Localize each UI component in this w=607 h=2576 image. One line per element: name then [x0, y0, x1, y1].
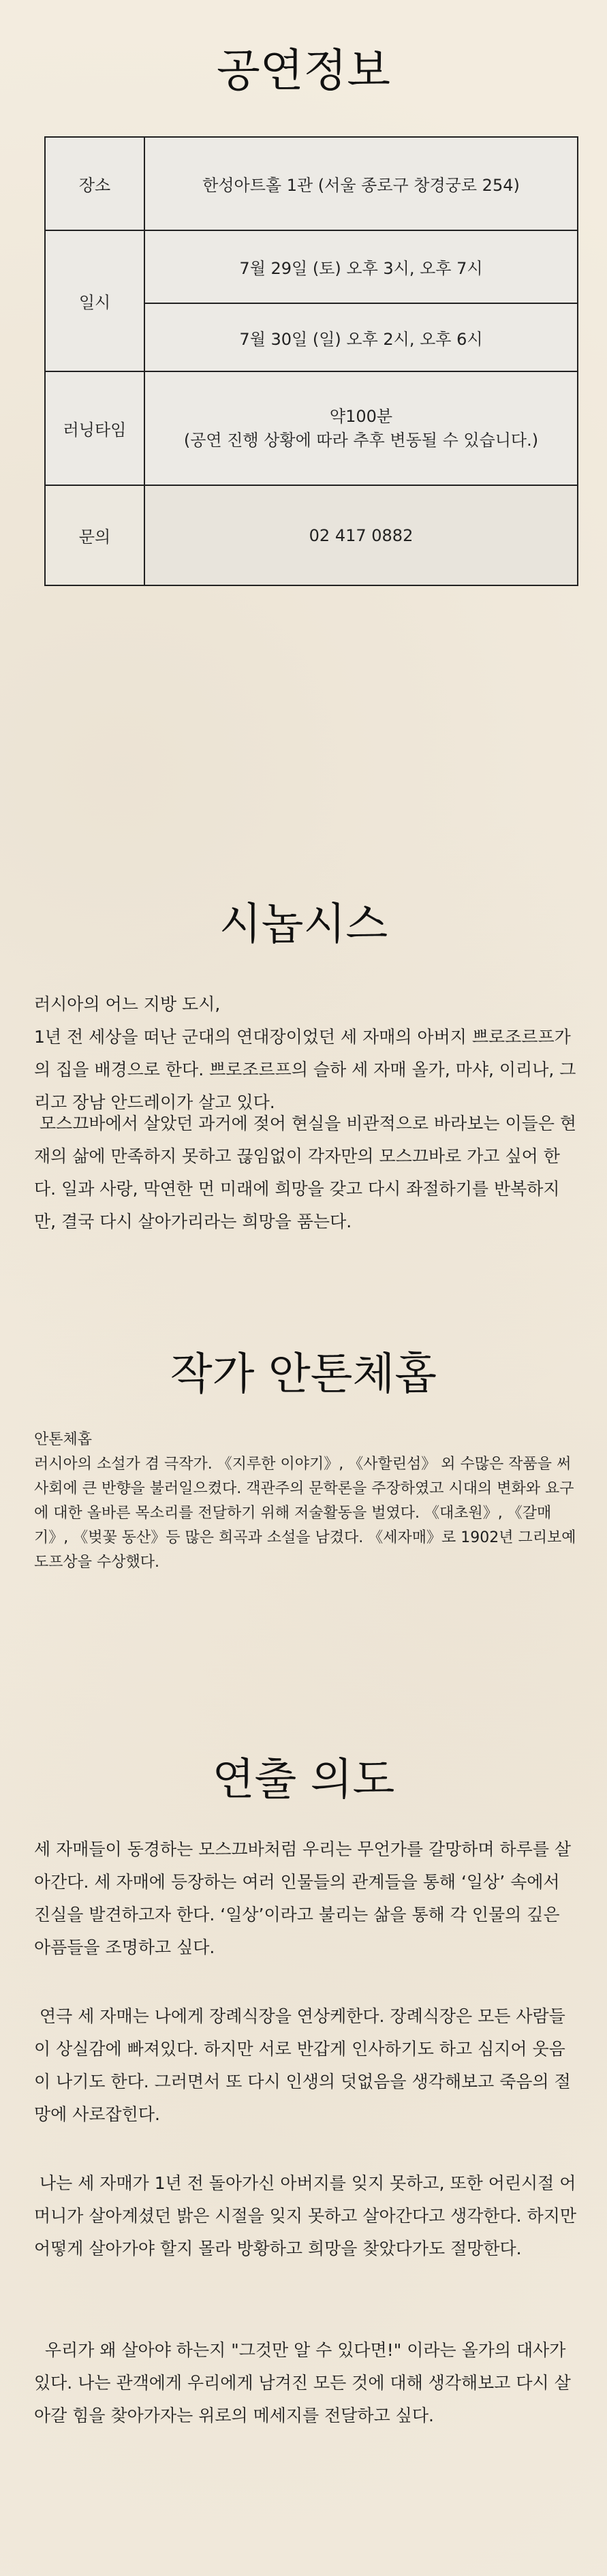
- runtime-label: 러닝타임: [45, 371, 144, 485]
- table-row-runtime: [45, 371, 578, 485]
- author-title: 작가 안톤체홉: [170, 1349, 437, 1400]
- intent-paragraph-1: 세 자매들이 동경하는 모스끄바처럼 우리는 무언가를 갈망하며 하루를 살아간다. 세 자매에 등장하는 여러 인물들의 관계들을 통해 ‘일상’ 속에서 진실을 발견하고자 한다. ‘일상’이라고 불리는 삶을 통해 각 인물의 깊은 아픔들을 조명하고 싶다.: [34, 1839, 572, 1957]
- runtime-note: (공연 진행 상황에 따라 추후 변동될 수 있습니다.): [183, 430, 539, 450]
- synopsis-title: 시놉시스: [219, 900, 388, 950]
- author-name: 안톤체홉: [34, 1431, 93, 1448]
- contact-value: 02 417 0882: [144, 485, 578, 585]
- runtime-duration: 약100분: [329, 406, 393, 426]
- performance-info-title: 공연정보: [216, 44, 391, 97]
- contact-label: 문의: [45, 485, 144, 585]
- performance-info-table: [44, 136, 578, 586]
- date-label: 일시: [45, 230, 144, 371]
- author-section: [34, 1428, 579, 1575]
- synopsis-paragraph-2: 모스끄바에서 살았던 과거에 젖어 현실을 비관적으로 바라보는 이들은 현재의 삶에 만족하지 못하고 끊임없이 각자만의 모스끄바로 가고 싶어 한다. 일과 사랑, 막연한 먼 미래에 희망을 갖고 다시 좌절하기를 반복하지만, 결국 다시 살아가리라는 희망을 품는다.: [34, 1114, 577, 1231]
- table-row-date-1: [45, 230, 578, 303]
- date-value-2: 7월 30일 (일) 오후 2시, 오후 6시: [144, 303, 578, 371]
- direction-intent-title: 연출 의도: [212, 1755, 395, 1805]
- intent-paragraph-4: 우리가 왜 살아야 하는지 "그것만 알 수 있다면!" 이라는 올가의 대사가 있다. 나는 관객에게 우리에게 남겨진 모든 것에 대해 생각해보고 다시 살아갈 힘을 찾아가자는 위로의 메세지를 전달하고 싶다.: [34, 2340, 572, 2425]
- venue-label: 장소: [45, 137, 144, 230]
- date-value-1: 7월 29일 (토) 오후 3시, 오후 7시: [144, 230, 578, 303]
- table-row-contact: [45, 485, 578, 585]
- table-row-venue: [45, 137, 578, 230]
- intent-paragraph-2: 연극 세 자매는 나에게 장례식장을 연상케한다. 장례식장은 모든 사람들이 상실감에 빠져있다. 하지만 서로 반갑게 인사하기도 하고 심지어 웃음이 나기도 한다. 그러면서 또 다시 인생의 덧없음을 생각해보고 죽음의 절망에 사로잡힌다.: [34, 2006, 571, 2124]
- synopsis-paragraph-1: 러시아의 어느 지방 도시, 1년 전 세상을 떠난 군대의 연대장이었던 세 자매의 아버지 쁘로조르프가의 집을 배경으로 한다. 쁘로조르프의 슬하 세 자매 올가, 마샤, 이리나, 그리고 장남 안드레이가 살고 있다.: [34, 994, 576, 1112]
- venue-value: 한성아트홀 1관 (서울 종로구 창경궁로 254): [144, 137, 578, 230]
- runtime-value: [144, 371, 578, 485]
- author-bio: 러시아의 소설가 겸 극작가. 《지루한 이야기》, 《사할린섬》 외 수많은 작품을 써 사회에 큰 반향을 불러일으켰다. 객관주의 문학론을 주장하였고 시대의 변화와 요구에 대한 올바른 목소리를 전달하기 위해 저술활동을 벌였다. 《대초원》, 《갈매기》, 《벚꽃 동산》등 많은 희곡과 소설을 남겼다. 《세자매》로 1902년 그리보예도프상을 수상했다.: [34, 1456, 576, 1571]
- intent-paragraph-3: 나는 세 자매가 1년 전 돌아가신 아버지를 잊지 못하고, 또한 어린시절 어머니가 살아계셨던 밝은 시절을 잊지 못하고 살아간다고 생각한다. 하지만 어떻게 살아가야 할지 몰라 방황하고 희망을 찾았다가도 절망한다.: [34, 2173, 582, 2258]
